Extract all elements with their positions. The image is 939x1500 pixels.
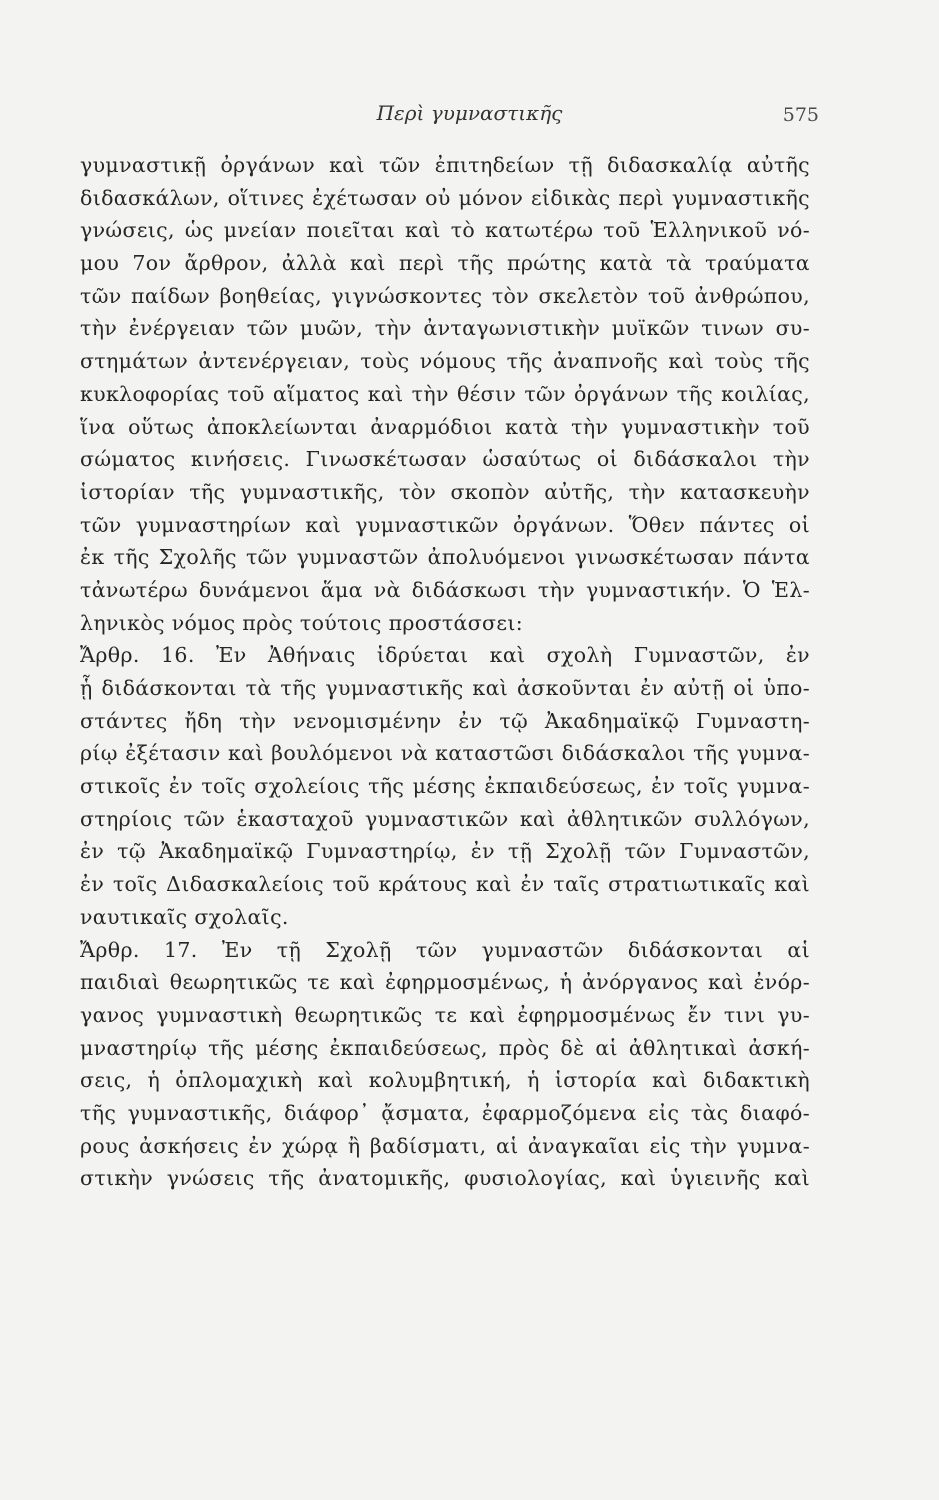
text-line: μναστηρίῳ τῆς μέσης ἐκπαιδεύσεως, πρὸς δὲ αἱ ἀθλητικαὶ ἀσκή-: [80, 1035, 810, 1060]
text-line: κυκλοφορίας τοῦ αἵματος καὶ τὴν θέσιν τῶν ὀργάνων τῆς κοιλίας,: [80, 381, 810, 406]
text-line: τὴν ἐνέργειαν τῶν μυῶν, τὴν ἀνταγωνιστικὴν μυϊκῶν τινων συ-: [80, 316, 810, 341]
text-line: διδασκάλων, οἵτινες ἐχέτωσαν οὐ μόνον εἰδικὰς περὶ γυμναστικῆς: [80, 185, 810, 210]
text-line: παιδιαὶ θεωρητικῶς τε καὶ ἐφηρμοσμένως, ἡ ἀνόργανος καὶ ἐνόρ-: [80, 970, 810, 995]
text-line: ἐκ τῆς Σχολῆς τῶν γυμναστῶν ἀπολυόμενοι γινωσκέτωσαν πάντα: [80, 545, 810, 570]
text-line: μου 7ον ἄρθρον, ἀλλὰ καὶ περὶ τῆς πρώτης κατὰ τὰ τραύματα: [80, 251, 810, 276]
text-line: στηρίοις τῶν ἑκασταχοῦ γυμναστικῶν καὶ ἀθλητικῶν συλλόγων,: [80, 806, 810, 831]
text-line: ἱστορίαν τῆς γυμναστικῆς, τὸν σκοπὸν αὐτῆς, τὴν κατασκευὴν: [80, 479, 810, 504]
running-header-title: Περὶ γυμναστικῆς: [376, 101, 563, 125]
text-line: στικοῖς ἐν τοῖς σχολείοις τῆς μέσης ἐκπαιδεύσεως, ἐν τοῖς γυμνα-: [80, 774, 810, 799]
text-line: ναυτικαῖς σχολαῖς.: [80, 904, 289, 929]
text-line: σώματος κινήσεις. Γινωσκέτωσαν ὡσαύτως οἱ διδάσκαλοι τὴν: [80, 447, 810, 472]
text-line: ἵνα οὕτως ἀποκλείωνται ἀναρμόδιοι κατὰ τὴν γυμναστικὴν τοῦ: [80, 414, 810, 439]
text-line: Ἄρθρ. 17. Ἐν τῇ Σχολῇ τῶν γυμναστῶν διδάσκονται αἱ: [80, 937, 810, 962]
text-line: τῆς γυμναστικῆς, διάφορ᾽ ᾄσματα, ἐφαρμοζόμενα εἰς τὰς διαφό-: [80, 1100, 810, 1125]
text-line: ᾗ διδάσκονται τὰ τῆς γυμναστικῆς καὶ ἀσκοῦνται ἐν αὐτῇ οἱ ὑπο-: [80, 676, 810, 700]
text-line: ληνικὸς νόμος πρὸς τούτοις προστάσσει:: [80, 610, 524, 635]
text-line: στάντες ἤδη τὴν νενομισμένην ἐν τῷ Ἀκαδημαϊκῷ Γυμναστη-: [80, 708, 810, 733]
text-line: ἐν τοῖς Διδασκαλείοις τοῦ κράτους καὶ ἐν ταῖς στρατιωτικαῖς καὶ: [80, 872, 810, 897]
page-number: 575: [782, 104, 819, 126]
text-line: ρους ἀσκήσεις ἐν χώρᾳ ἢ βαδίσματι, αἱ ἀναγκαῖαι εἰς τὴν γυμνα-: [80, 1133, 810, 1158]
body-text: [80, 149, 810, 1195]
text-line: γνώσεις, ὡς μνείαν ποιεῖται καὶ τὸ κατωτέρω τοῦ Ἑλληνικοῦ νό-: [80, 218, 810, 243]
text-line: γανος γυμναστικὴ θεωρητικῶς τε καὶ ἐφηρμοσμένως ἔν τινι γυ-: [80, 1002, 810, 1027]
text-line: Ἄρθρ. 16. Ἐν Ἀθήναις ἱδρύεται καὶ σχολὴ Γυμναστῶν, ἐν: [80, 643, 810, 668]
text-line: στημάτων ἀντενέργειαν, τοὺς νόμους τῆς ἀναπνοῆς καὶ τοὺς τῆς: [80, 349, 810, 374]
text-line: τῶν παίδων βοηθείας, γιγνώσκοντες τὸν σκελετὸν τοῦ ἀνθρώπου,: [80, 283, 810, 308]
text-line: τἀνωτέρω δυνάμενοι ἅμα νὰ διδάσκωσι τὴν γυμναστικήν. Ὁ Ἑλ-: [80, 577, 810, 602]
text-line: στικὴν γνώσεις τῆς ἀνατομικῆς, φυσιολογίας, καὶ ὑγιεινῆς καὶ: [80, 1166, 810, 1191]
text-line: σεις, ἡ ὁπλομαχικὴ καὶ κολυμβητική, ἡ ἱστορία καὶ διδακτικὴ: [80, 1068, 810, 1093]
text-line: γυμναστικῇ ὀργάνων καὶ τῶν ἐπιτηδείων τῇ διδασκαλίᾳ αὐτῆς: [80, 153, 810, 177]
text-line: τῶν γυμναστηρίων καὶ γυμναστικῶν ὀργάνων. Ὅθεν πάντες οἱ: [80, 512, 810, 537]
text-line: ἐν τῷ Ἀκαδημαϊκῷ Γυμναστηρίῳ, ἐν τῇ Σχολῇ τῶν Γυμναστῶν,: [80, 839, 810, 864]
text-line: ρίῳ ἐξέτασιν καὶ βουλόμενοι νὰ καταστῶσι διδάσκαλοι τῆς γυμνα-: [80, 741, 810, 766]
